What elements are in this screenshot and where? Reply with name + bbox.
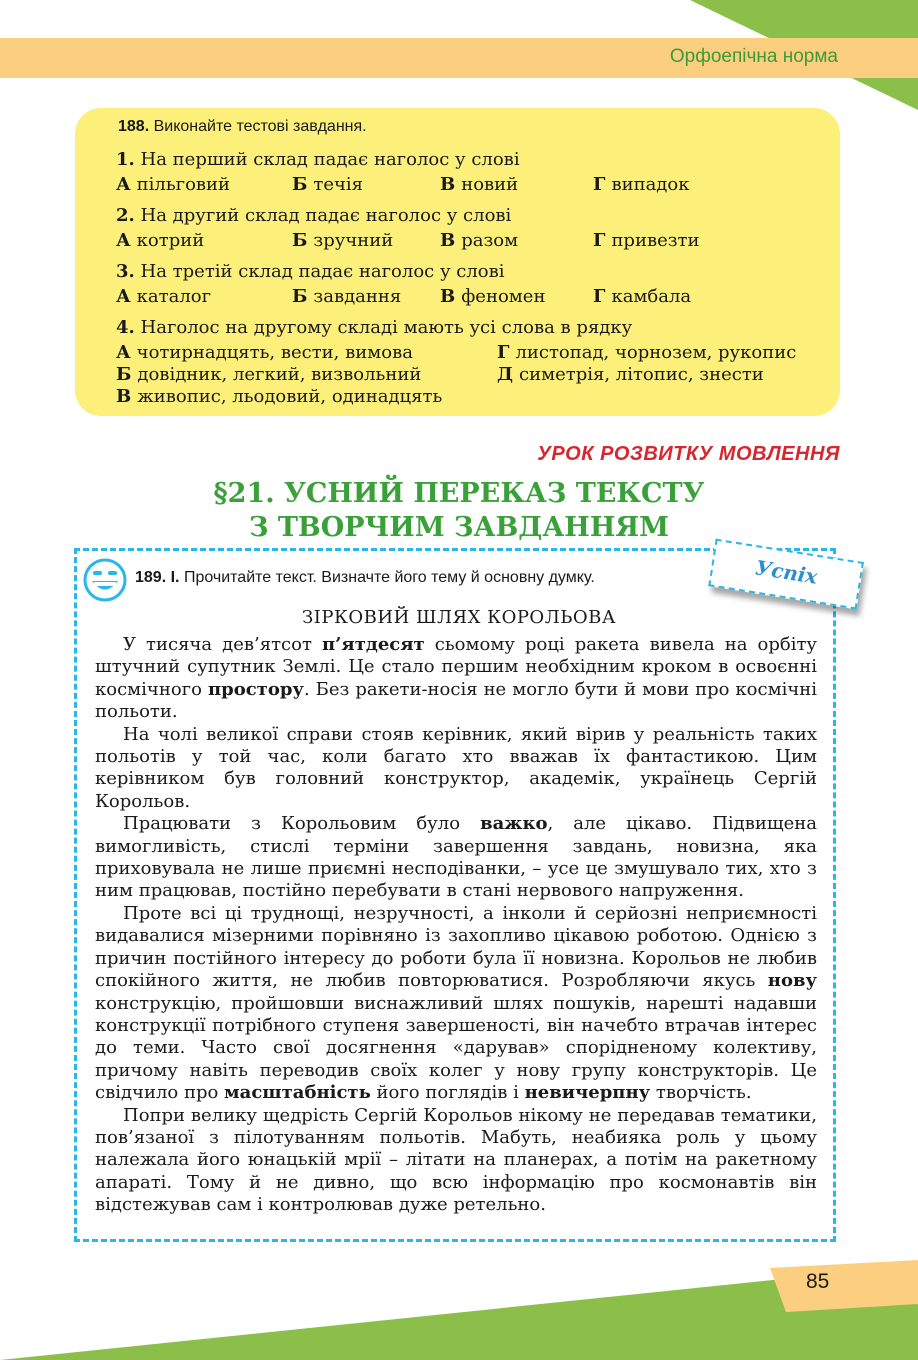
text-run: Проте всі ці труднощі, незручності, а інколи й серйозні неприємності видавалися мізерними порівняно із захопливо цікавою роботою. Однією з причин постійного інтересу до роботи була її новизна. Корольов не любив спокійного життя, не любив повторюватися. Розробляючи якусь [95, 902, 817, 992]
question-4 [116, 317, 632, 339]
option-q4-d: Г листопад, чорнозем, рукопис [497, 342, 797, 363]
option-q1-b: Б течія [292, 174, 364, 195]
option-q2-c: В разом [440, 230, 519, 251]
option-q1-c: В новий [440, 174, 519, 195]
highlighted-word: масштабність [224, 1082, 371, 1104]
option-q2-d: Г привезти [593, 230, 700, 251]
section-title-line-1: §21. УСНИЙ ПЕРЕКАЗ ТЕКСТУ [213, 478, 705, 509]
question-1 [116, 149, 520, 171]
reading-text [95, 634, 817, 1217]
lesson-type-label: УРОК РОЗВИТКУ МОВЛЕННЯ [537, 443, 840, 465]
exercise-number: 189. І. [135, 569, 180, 586]
exercise-189-heading [135, 569, 595, 587]
text-paragraph [95, 813, 817, 903]
smiley-face-icon [83, 558, 127, 602]
badge-label: Успіх [753, 555, 820, 589]
text-run: творчість. [650, 1082, 752, 1104]
option-q3-b: Б завдання [292, 286, 402, 307]
highlighted-word: невичерпну [524, 1082, 651, 1104]
option-q3-c: В феномен [440, 286, 546, 307]
highlighted-word: важко [480, 813, 548, 835]
question-number: 2. [116, 205, 135, 226]
exercise-instruction: Виконайте тестові завдання. [153, 118, 367, 135]
text-run: Попри велику щедрість Сергій Корольов нікому не передавав тематики, пов’язаної з пілотуванням польотів. Мабуть, неабияка роль у цьому належала його юнацькій мрії – літати на планерах, а потім на ракетному апараті. Тому й не дивно, що всю інформацію про космонавтів він відстежував сам і контролював дуже ретельно. [95, 1104, 817, 1216]
text-paragraph [95, 903, 817, 1105]
text-run: сьомому році ракета вивела на орбіту штучний супутник Землі. Це стало першим необхідним кроком в освоєнні космічного [95, 634, 817, 700]
text-run: Працювати з Корольовим було [123, 813, 481, 835]
highlighted-word: нову [767, 970, 817, 992]
option-q3-a: А каталог [116, 286, 212, 307]
option-q4-c: В живопис, льодовий, одинадцять [116, 386, 443, 407]
text-run: . Без ракети-носія не могло бути й мови про космічні польоти. [95, 678, 818, 723]
page-number-tab [770, 1260, 918, 1312]
option-q2-a: А котрий [116, 230, 205, 251]
text-paragraph [95, 724, 817, 814]
text-paragraph [95, 634, 817, 724]
option-q3-d: Г камбала [593, 286, 692, 307]
exercise-number: 188. [118, 118, 150, 135]
question-number: 1. [116, 149, 135, 170]
question-number: 4. [116, 317, 135, 338]
section-title-line-2: З ТВОРЧИМ ЗАВДАННЯМ [248, 512, 670, 543]
text-run: На чолі великої справи стояв керівник, який вірив у реальність таких польотів у той час, коли багато хто вважав їх фантастикою. Цим керівником був головний конструктор, академік, українець Сергій Корольов. [95, 723, 817, 812]
running-header: Орфоепічна норма [669, 46, 838, 67]
option-q1-a: А пільговий [116, 174, 231, 195]
section-title [0, 477, 918, 545]
question-2 [116, 205, 511, 227]
text-run: конструкцію, пройшовши виснажливий шлях пошуків, нарешті надавши конструкції потрібного ступеня завершеності, він начебто втрачав інтерес до теми. Часто свої досягнення «дарував» спорідненому колективу, причому навіть переводив своїх колег у нову групу конструкторів. Це свідчило про [95, 992, 817, 1104]
highlighted-word: простору [207, 678, 304, 700]
text-run: У тисяча дев’ятсот [123, 634, 322, 655]
option-q2-b: Б зручний [292, 230, 394, 251]
question-text: На третій склад падає наголос у слові [140, 261, 505, 282]
question-text: Наголос на другому складі мають усі слова в рядку [140, 317, 633, 338]
text-paragraph [95, 1105, 817, 1217]
option-q4-e: Д симетрія, літопис, знести [497, 364, 764, 385]
text-run: , але цікаво. Підвищена вимогливість, стислі терміни завершення завдань, новизна, яка приховувала не лише приємні несподіванки, – усе це змушувало тих, хто з ним працював, постійно перебувати в стані нервового напруження. [95, 813, 817, 902]
question-3 [116, 261, 505, 283]
highlighted-word: п’ятдесят [321, 634, 425, 655]
exercise-instruction: Прочитайте текст. Визначте його тему й основну думку. [183, 569, 595, 586]
option-q4-a: А чотирнадцять, вести, вимова [116, 342, 413, 363]
question-text: На другий склад падає наголос у слові [140, 205, 512, 226]
question-number: 3. [116, 261, 135, 282]
exercise-188-heading [118, 118, 367, 136]
option-q1-d: Г випадок [593, 174, 690, 195]
page-number: 85 [806, 1270, 830, 1293]
text-run: його поглядів і [370, 1082, 525, 1104]
option-q4-b: Б довідник, легкий, визвольний [116, 364, 422, 385]
question-text: На перший склад падає наголос у слові [140, 149, 520, 170]
text-title: ЗІРКОВИЙ ШЛЯХ КОРОЛЬОВА [302, 607, 616, 628]
